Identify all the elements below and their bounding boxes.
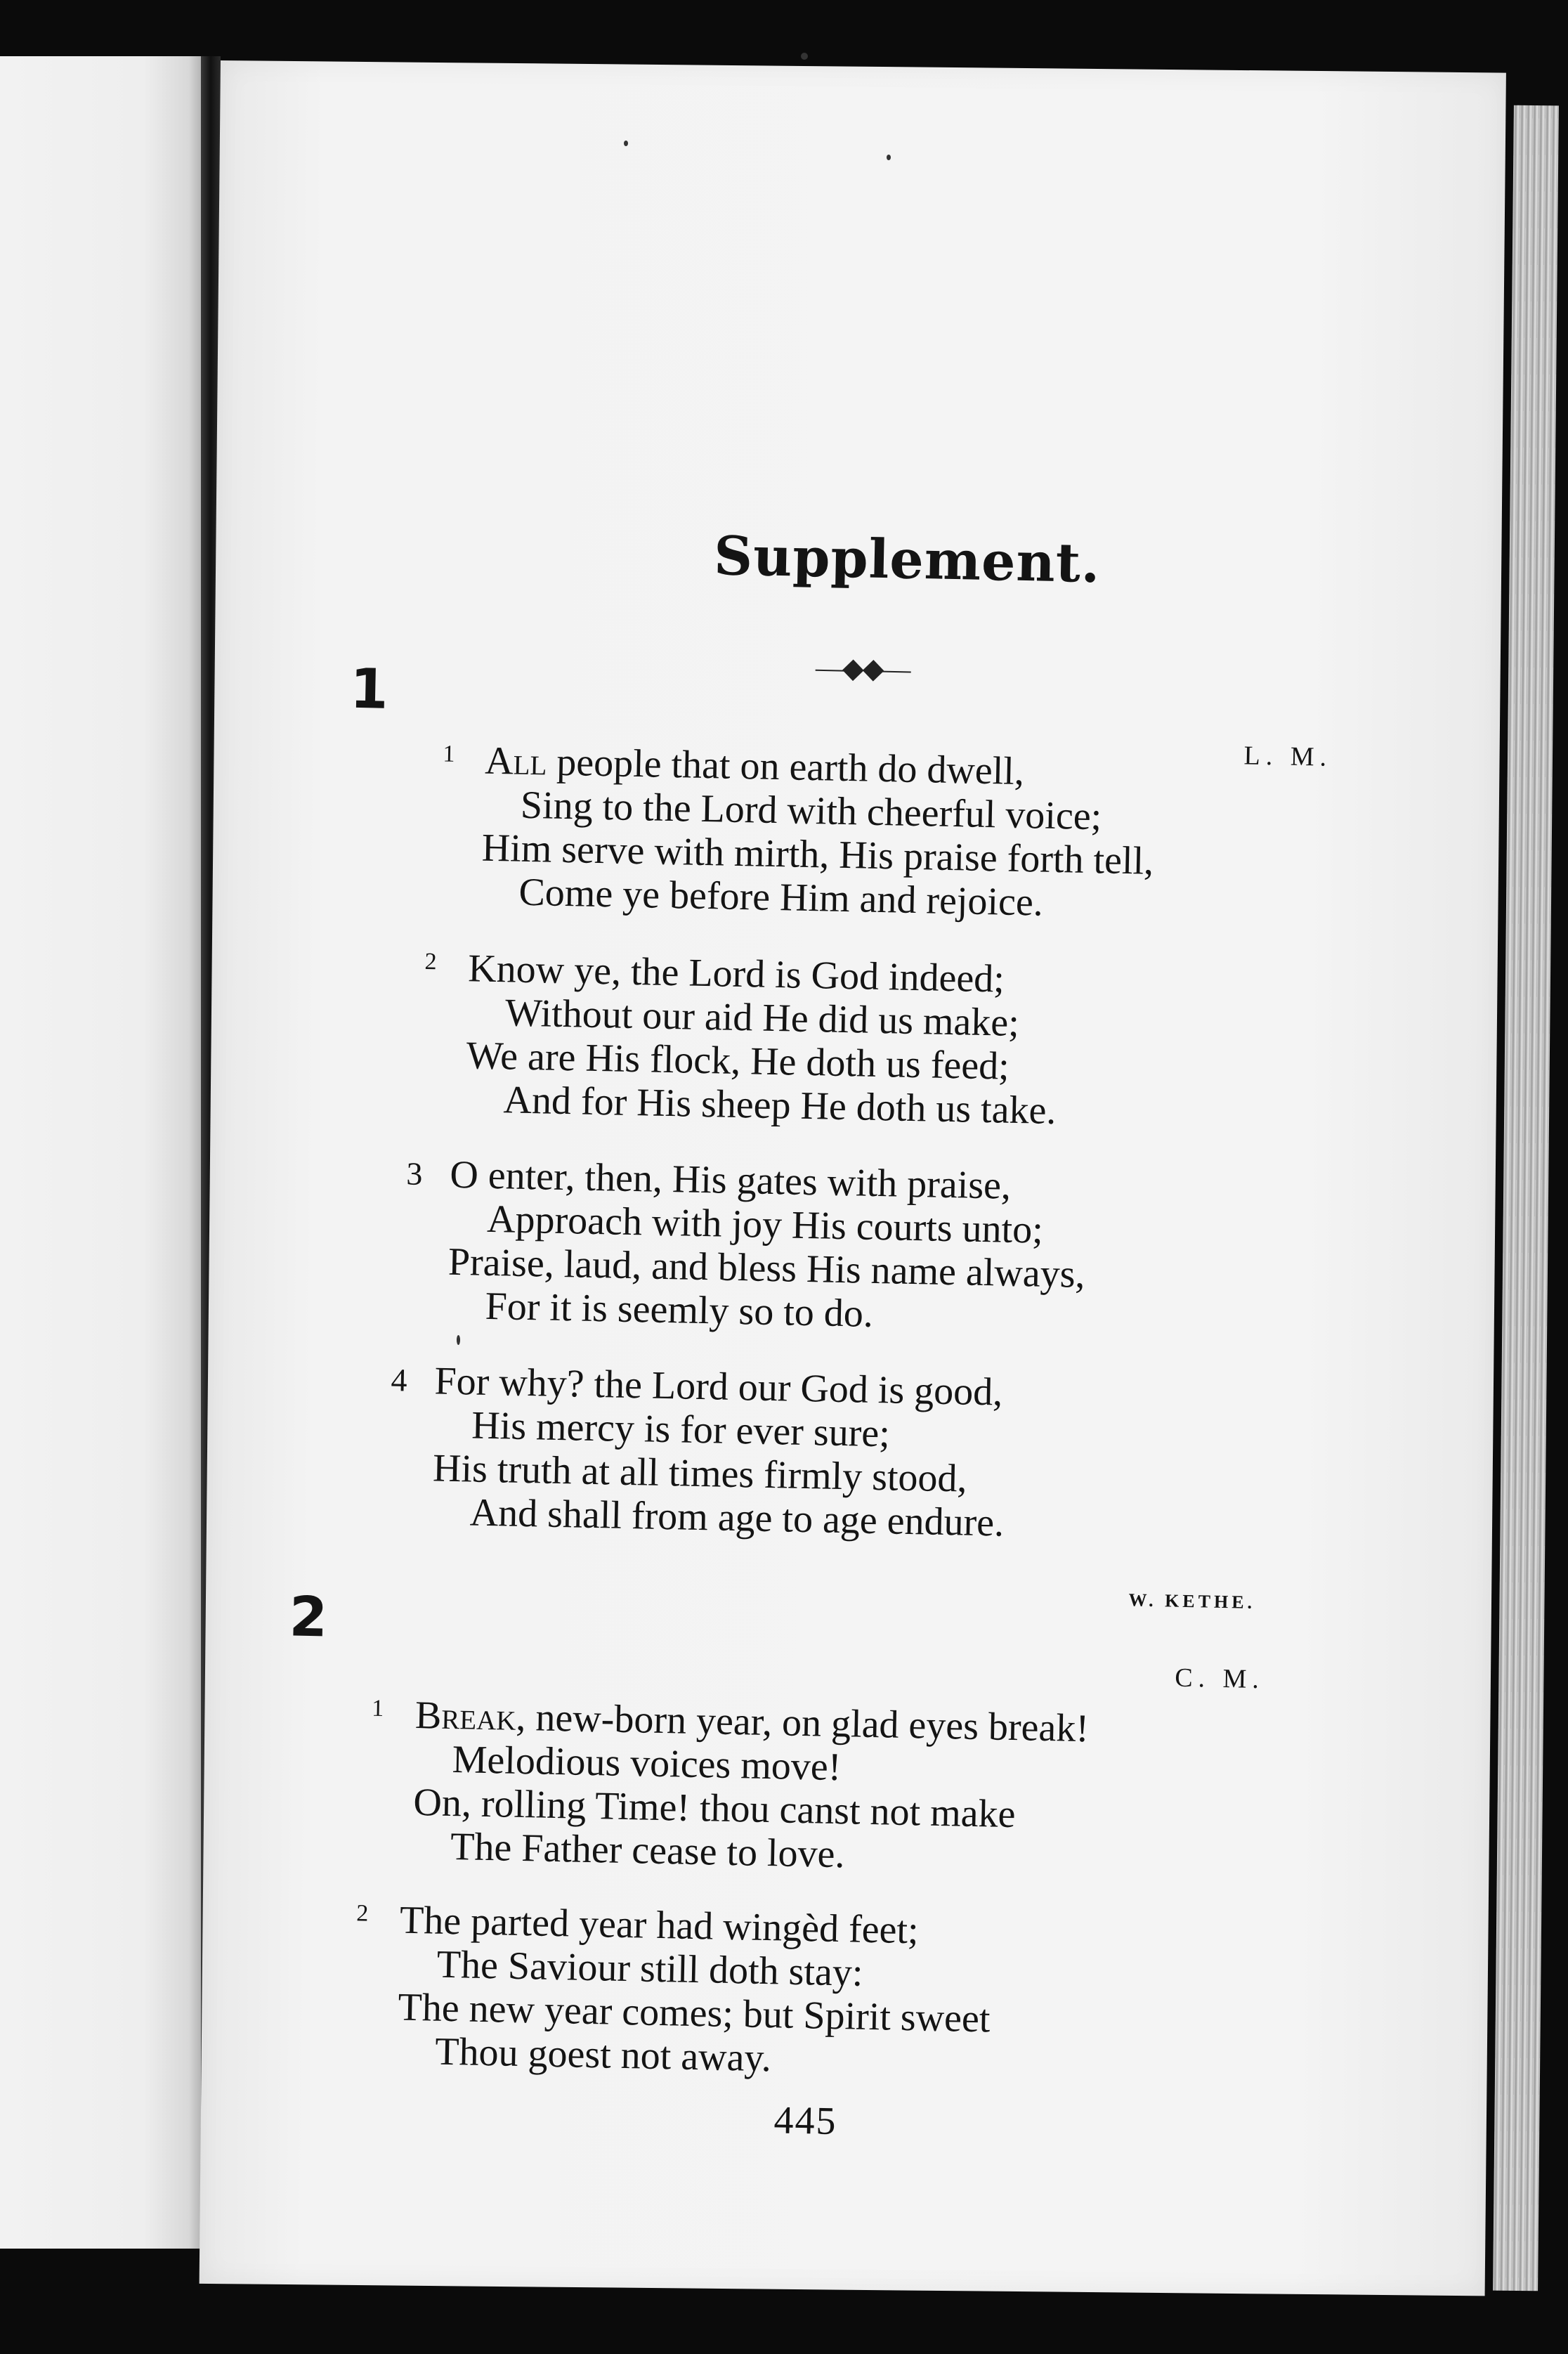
verse-line: Know ye, the Lord is God indeed; <box>467 947 1005 1001</box>
hymn-number: 1 <box>349 657 389 722</box>
verse-line: Without our aid He did us make; <box>504 991 1020 1046</box>
verse-line: Come ye before Him and rejoice. <box>518 870 1044 925</box>
verse <box>353 1897 993 2084</box>
verse-line: The Father cease to love. <box>450 1825 846 1877</box>
page-title: Supplement. <box>713 524 1102 595</box>
verse-line: The new year comes; but Spirit sweet <box>398 1985 991 2041</box>
verse-line: Praise, laud, and bless His name always, <box>447 1240 1086 1296</box>
verse-line: Approach with joy His courts unto; <box>486 1197 1044 1252</box>
verse-line-text: , new-born year, on glad eyes break! <box>515 1695 1090 1751</box>
verse-line: And shall from age to age endure. <box>469 1490 1005 1545</box>
verse-line-text: people that on earth do dwell, <box>546 740 1025 794</box>
verse-line: The Saviour still doth stay: <box>436 1942 864 1995</box>
verse-number: 1 <box>443 741 455 767</box>
verse-number: 1 <box>371 1695 384 1722</box>
verse-line: We are His flock, He doth us feed; <box>466 1034 1010 1088</box>
verse-first-word: All <box>484 739 547 784</box>
verse-first-word: Break <box>414 1693 517 1739</box>
verse-line: Melodious voices move! <box>452 1738 842 1790</box>
verse-line: On, rolling Time! thou canst not make <box>412 1780 1017 1837</box>
title-ornament: —◆◆— <box>815 651 910 685</box>
verse-line: The parted year had wingèd feet; <box>399 1898 920 1953</box>
verse-line: O enter, then, His gates with praise, <box>449 1152 1012 1208</box>
hymn-author: W. KETHE. <box>1128 1589 1256 1613</box>
verse-number: 4 <box>391 1362 408 1398</box>
verse <box>422 946 1059 1133</box>
verse <box>388 1358 1007 1545</box>
verse-number: 3 <box>405 1155 423 1192</box>
verse-line: For it is seemly so to do. <box>485 1284 874 1336</box>
page-number: 445 <box>773 2098 838 2144</box>
verse-line: Him serve with mirth, His praise forth tell, <box>481 826 1154 883</box>
hymn-meter: C. M. <box>1174 1663 1265 1695</box>
verse-line: Sing to the Lord with cheerful voice; <box>520 783 1102 839</box>
verse-line: And for His sheep He doth us take. <box>502 1078 1057 1133</box>
verse <box>369 1693 1090 1881</box>
verse <box>403 1152 1087 1340</box>
verse-number: 2 <box>424 949 437 975</box>
verse-line: His mercy is for ever sure; <box>471 1403 891 1456</box>
verse-number: 2 <box>355 1900 369 1927</box>
verse <box>440 738 1156 926</box>
verse-line: Thou goest not away. <box>434 2029 772 2081</box>
hymn-number: 2 <box>288 1585 328 1650</box>
verse-line: For why? the Lord our God is good, <box>433 1359 1003 1415</box>
hymn-meter: L. M. <box>1243 741 1333 772</box>
verse-line: His truth at all times firmly stood, <box>432 1446 968 1501</box>
